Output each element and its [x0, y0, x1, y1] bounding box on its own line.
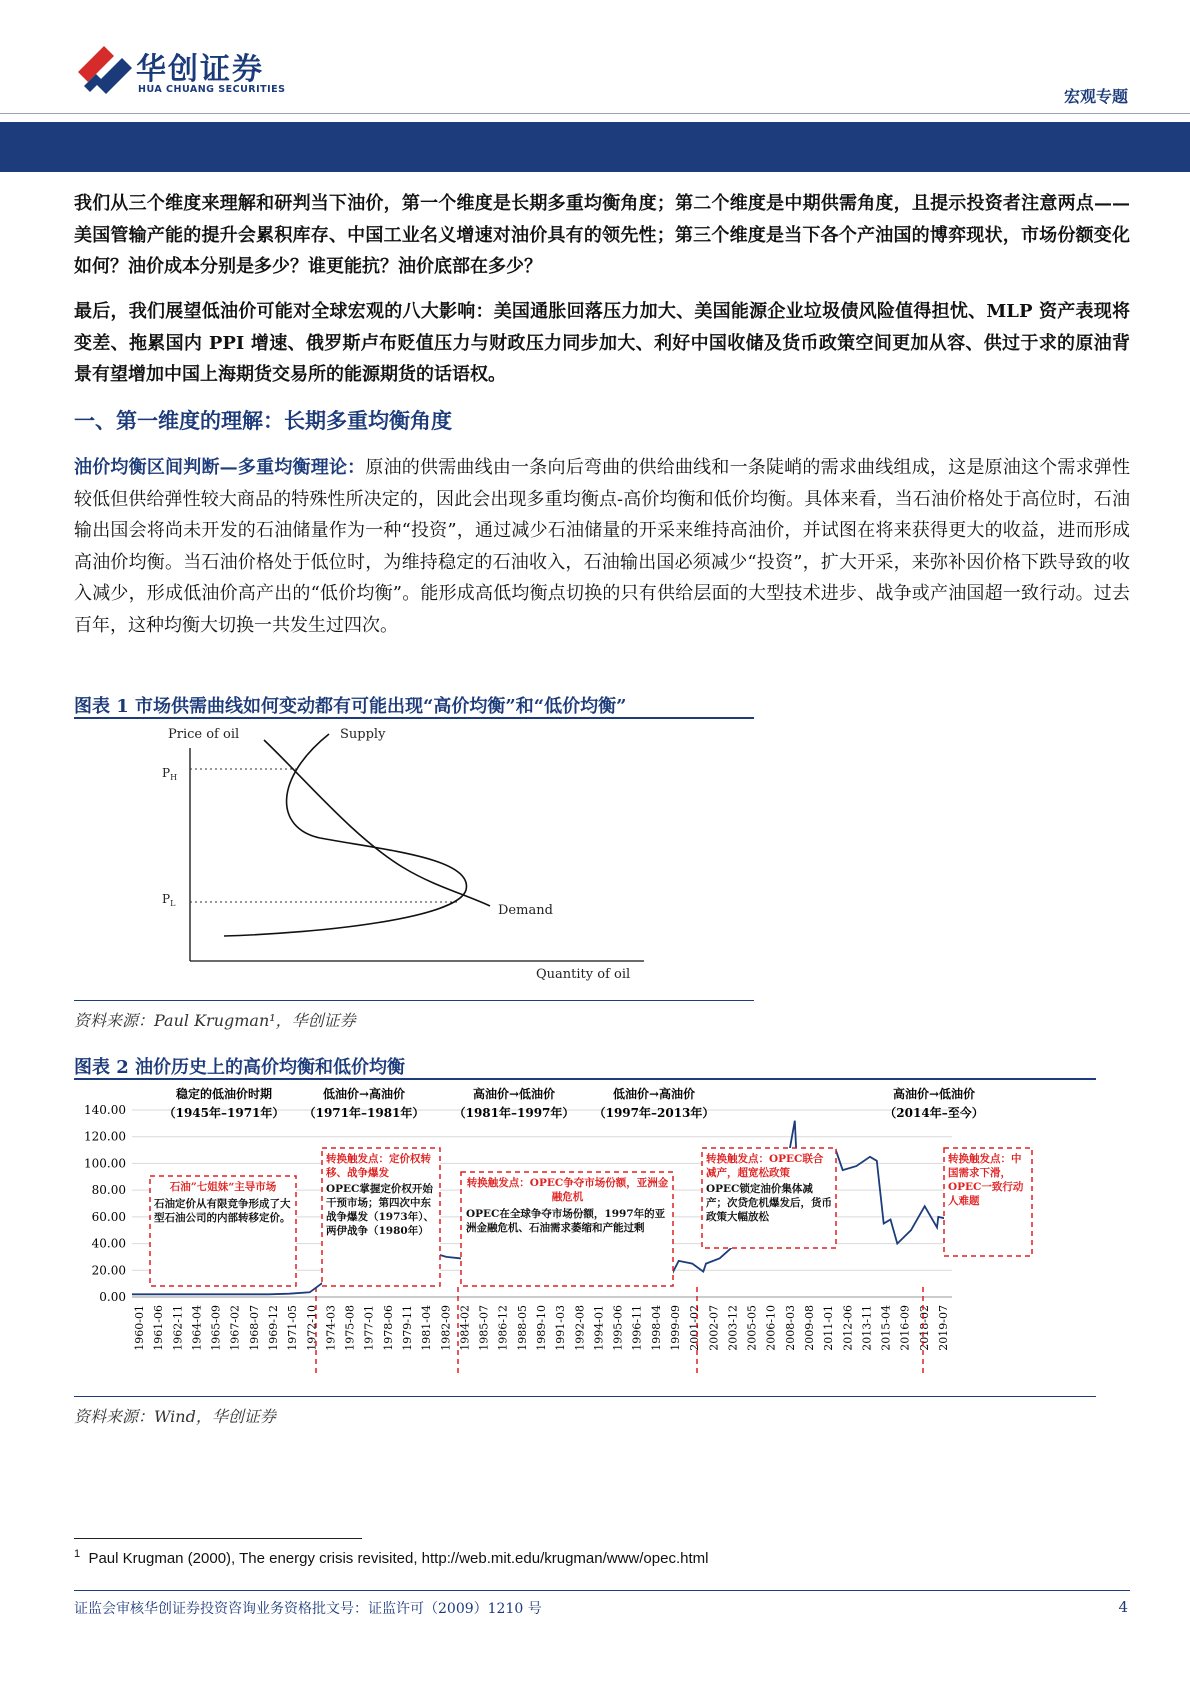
annotation-box-4: 转换触发点：OPEC联合减产，超宽松政策 OPEC锁定油价集体减产；次贷危机爆发后，货币政策大幅放松: [702, 1148, 836, 1248]
demand-label: Demand: [498, 903, 553, 918]
x-tick-label: 1996-11: [630, 1305, 644, 1351]
intro-paragraph-2: 最后，我们展望低油价可能对全球宏观的八大影响：美国通胀回落压力加大、美国能源企业垃圾债风险值得担忧、MLP 资产表现将变差、拖累国内 PPI 增速、俄罗斯卢布贬值压力与财政压力同步加大、利好中国收储及货币政策空间更加从容、供过于求的原油背景有望增加中国上海期货交易所的能源期货的话语权。: [74, 301, 1130, 385]
figure1-title: 图表 1 市场供需曲线如何变动都有可能出现“高价均衡”和“低价均衡”: [74, 696, 627, 717]
x-tick-label: 1984-02: [458, 1305, 472, 1351]
x-tick-label: 1968-07: [247, 1305, 261, 1351]
figure2-bottom-rule: [74, 1396, 1096, 1397]
section-tag: 宏观专题: [1063, 87, 1128, 106]
body-paragraph: [74, 452, 1130, 641]
y-axis-label: Price of oil: [168, 727, 240, 742]
x-tick-label: 1967-02: [228, 1305, 242, 1351]
x-tick-label: 1964-04: [190, 1305, 204, 1351]
x-tick-label: 1985-07: [477, 1305, 491, 1351]
annotation-box-3: 转换触发点：OPEC争夺市场份额，亚洲金融危机 OPEC在全球争夺市场份额，1997年的亚洲金融危机、石油需求萎缩和产能过剩: [461, 1172, 673, 1286]
x-tick-label: 1999-09: [669, 1305, 682, 1351]
svg-text:（1981年–1997年）: （1981年–1997年）: [453, 1106, 575, 1120]
figure1-source: 资料来源：Paul Krugman¹，华创证券: [74, 1011, 356, 1030]
x-tick-label: 1992-08: [573, 1305, 587, 1351]
x-tick-label: 1989-10: [535, 1305, 548, 1351]
x-tick-label: 1994-01: [592, 1305, 606, 1351]
supply-demand-diagram: [74, 718, 754, 998]
annotation-box-1: 石油”七姐妹“主导市场 石油定价从有限竞争形成了大型石油公司的内部转移定价。: [150, 1176, 296, 1286]
x-tick-label: 2015-04: [879, 1305, 893, 1351]
annotation-box-5: 转换触发点：中国需求下滑，OPEC一致行动人难题: [944, 1148, 1032, 1256]
x-tick-label: 2012-06: [841, 1305, 855, 1351]
y-tick-label: 100.00: [84, 1156, 126, 1171]
footer-license: 证监会审核华创证券投资咨询业务资格批文号：证监许可（2009）1210 号: [74, 1601, 542, 1617]
y-tick-label: 40.00: [91, 1236, 126, 1251]
body-text: 原油的供需曲线由一条向后弯曲的供给曲线和一条陡峭的需求曲线组成，这是原油这个需求弹性较低但供给弹性较大商品的特殊性所决定的，因此会出现多重均衡点-高价均衡和低价均衡。具体来看，当石油价格处于高位时，石油输出国会将尚未开发的石油储量作为一种“投资”，通过减少石油储量的开采来维持高油价，并试图在将来获得更大的收益，进而形成高油价均衡。当石油价格处于低位时，为维持稳定的石油收入，石油输出国必须减少“投资”，扩大开采，来弥补因价格下跌导致的收入减少，形成低油价高产出的“低价均衡”。能形成高低均衡点切换的只有供给层面的大型技术进步、战争或产油国超一致行动。过去百年，这种均衡大切换一共发生过四次。: [74, 457, 1131, 636]
logo-mark-icon: [78, 42, 134, 100]
logo-english-name: HUA CHUANG SECURITIES: [138, 84, 286, 95]
x-tick-label: 1962-11: [171, 1305, 185, 1351]
y-tick-label: 60.00: [91, 1209, 126, 1224]
x-tick-label: 1971-05: [286, 1305, 300, 1351]
x-tick-label: 1981-04: [420, 1305, 434, 1351]
x-tick-label: 1982-09: [439, 1305, 453, 1351]
x-tick-label: 2018-02: [917, 1305, 931, 1351]
section-heading: 一、第一维度的理解：长期多重均衡角度: [74, 408, 452, 433]
x-tick-label: 2011-01: [822, 1305, 836, 1351]
logo-chinese-name: 华创证券: [136, 52, 264, 87]
x-tick-label: 1998-04: [649, 1305, 663, 1351]
x-tick-label: 2008-03: [783, 1305, 797, 1351]
demand-curve: [264, 740, 490, 906]
header-band: [0, 122, 1190, 172]
svg-text:高油价→低油价: 高油价→低油价: [472, 1087, 556, 1101]
pl-label: $P_L$: [162, 892, 176, 908]
svg-text:（2014年–至今）: （2014年–至今）: [884, 1106, 984, 1120]
x-tick-label: 2006-10: [764, 1305, 778, 1351]
x-axis-label: Quantity of oil: [536, 967, 631, 982]
footnote-rule: [74, 1538, 362, 1539]
supply-curve: [224, 734, 466, 936]
x-tick-label: 1974-03: [324, 1305, 338, 1351]
x-tick-label: 1960-01: [133, 1305, 146, 1351]
footnote-link[interactable]: http://web.mit.edu/krugman/www/opec.html: [421, 1550, 709, 1567]
figure1-bottom-rule: [74, 1000, 754, 1001]
figure2-title: 图表 2 油价历史上的高价均衡和低价均衡: [74, 1057, 406, 1078]
x-tick-label: 2005-05: [745, 1305, 759, 1351]
figure2-source: 资料来源：Wind，华创证券: [74, 1407, 276, 1426]
period-label-5: [884, 1086, 983, 1120]
period-label-4: [594, 1086, 715, 1120]
company-logo: [78, 42, 318, 102]
x-tick-label: 1965-09: [209, 1305, 223, 1351]
body-lead: 油价均衡区间判断—多重均衡理论：: [74, 457, 366, 478]
x-tick-label: 1969-12: [267, 1305, 280, 1351]
y-tick-label: 20.00: [91, 1263, 126, 1278]
page-number: 4: [1118, 1598, 1128, 1616]
x-tick-label: 1978-06: [381, 1305, 395, 1351]
x-tick-label: 1979-11: [401, 1305, 414, 1351]
x-tick-label: 1977-01: [362, 1305, 376, 1351]
x-tick-label: 1986-12: [496, 1305, 510, 1351]
ph-label: $P_H$: [162, 766, 178, 782]
period-label-3: [454, 1086, 575, 1120]
x-tick-label: 1972-10: [305, 1305, 319, 1351]
intro-paragraph-1: 我们从三个维度来理解和研判当下油价，第一个维度是长期多重均衡角度；第二个维度是中期供需角度，且提示投资者注意两点——美国管输产能的提升会累积库存、中国工业名义增速对油价具有的领先性；第三个维度是当下各个产油国的博弈现状，市场份额变化如何？油价成本分别是多少？谁更能抗？油价底部在多少？: [74, 193, 1130, 277]
y-tick-label: 0.00: [99, 1290, 126, 1304]
x-tick-label: 1995-06: [611, 1305, 625, 1351]
svg-text:低油价→高油价: 低油价→高油价: [322, 1087, 406, 1101]
footer-divider: [74, 1590, 1130, 1591]
svg-text:低油价→高油价: 低油价→高油价: [612, 1087, 696, 1101]
period-label-2: [304, 1086, 425, 1120]
x-tick-label: 2009-08: [803, 1305, 816, 1351]
x-tick-label: 1991-03: [554, 1305, 568, 1351]
x-axis-ticks: [132, 1297, 952, 1351]
period-label-1: [164, 1086, 285, 1120]
y-tick-label: 120.00: [84, 1129, 126, 1144]
x-tick-label: 1988-05: [515, 1305, 529, 1351]
x-tick-label: 2019-07: [937, 1305, 950, 1351]
y-tick-label: 80.00: [91, 1183, 126, 1198]
oil-price-chart: [74, 1080, 1096, 1398]
annotation-box-2: 转换触发点：定价权转移、战争爆发 OPEC掌握定价权开始干预市场；第四次中东战争爆发（1973年）、两伊战争（1980年）: [322, 1148, 440, 1286]
x-tick-label: 2002-07: [707, 1305, 721, 1351]
x-tick-label: 2003-12: [726, 1305, 740, 1351]
x-tick-label: 2013-11: [860, 1305, 874, 1351]
x-tick-label: 2001-02: [688, 1305, 702, 1351]
footnote: $^1$ Paul Krugman (2000), The energy crisis revisited, http://web.mit.edu/krugman/www/opec.html: [74, 1548, 709, 1567]
svg-text:（1945年–1971年）: （1945年–1971年）: [163, 1106, 285, 1120]
svg-text:高油价→低油价: 高油价→低油价: [892, 1087, 976, 1101]
y-tick-label: 140.00: [84, 1103, 126, 1117]
supply-label: Supply: [340, 727, 386, 742]
x-tick-label: 1975-08: [343, 1305, 357, 1351]
x-tick-label: 2016-09: [898, 1305, 912, 1351]
svg-text:稳定的低油价时期: 稳定的低油价时期: [175, 1087, 273, 1101]
x-tick-label: 1961-06: [152, 1305, 166, 1351]
svg-text:（1997年–2013年）: （1997年–2013年）: [593, 1106, 715, 1120]
svg-text:（1971年–1981年）: （1971年–1981年）: [303, 1106, 425, 1120]
header-divider: [0, 113, 1190, 114]
